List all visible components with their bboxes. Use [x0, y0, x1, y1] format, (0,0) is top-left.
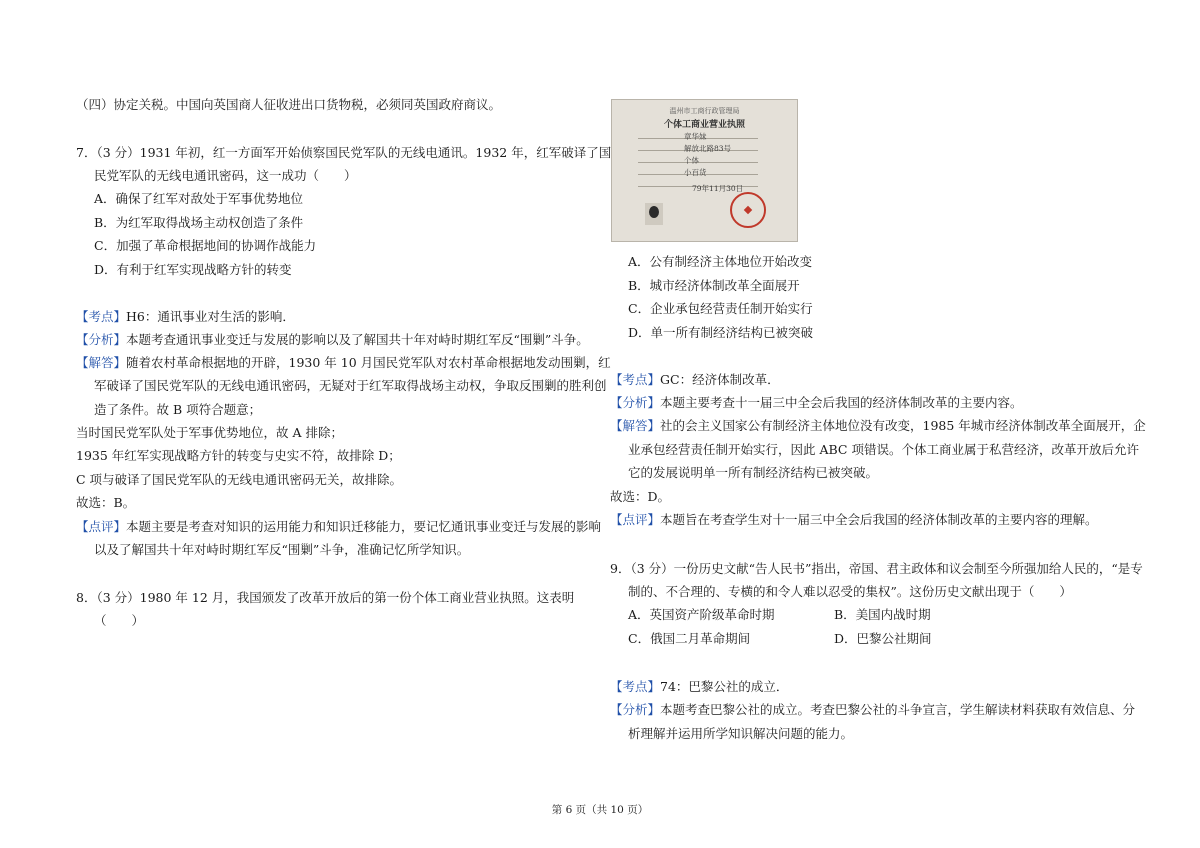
seal-star-icon: [744, 206, 752, 214]
license-name: 章华妹: [684, 132, 707, 141]
fenxi-tag: 【分析】: [76, 332, 127, 347]
q7-jieda: [76, 354, 611, 372]
q7-option-c: C．加强了革命根据地间的协调作战能力: [94, 238, 317, 253]
q9-option-a: A．英国资产阶级革命时期: [628, 607, 775, 622]
license-type: 个体: [684, 156, 699, 165]
q8-option-a: A．公有制经济主体地位开始改变: [628, 254, 813, 269]
q8-option-b: B．城市经济体制改革全面展开: [628, 278, 800, 293]
fenxi-text: 本题主要考查十一届三中全会后我国的经济体制改革的主要内容。: [660, 395, 1023, 410]
license-address: 解放北路83号: [684, 144, 732, 153]
q7-jieda-line3: 造了条件。故 B 项符合题意；: [94, 402, 262, 417]
q8-answer: 故选：D。: [610, 489, 671, 504]
license-title: 个体工商业营业执照: [663, 120, 745, 130]
q8-option-d: D．单一所有制经济结构已被突破: [628, 325, 814, 340]
q9-option-d: D．巴黎公社期间: [834, 631, 932, 646]
q7-answer: 故选：B。: [76, 495, 136, 510]
q9-stem-cont: 制的、不合理的、专横的和令人难以忍受的集权”。这份历史文献出现于（ ）: [628, 584, 1072, 599]
q9-option-c: C．俄国二月革命期间: [628, 631, 751, 646]
fenxi-text: 本题考查通讯事业变迁与发展的影响以及了解国共十年对峙时期红军反“围剿”斗争。: [126, 332, 589, 347]
page-footer: 第 6 页（共 10 页）: [551, 804, 649, 816]
kaodian-tag: 【考点】: [610, 679, 661, 694]
q7-option-d: D．有利于红军实现战略方针的转变: [94, 262, 292, 277]
dianping-text: 本题主要是考查对知识的运用能力和知识迁移能力，要记忆通讯事业变迁与发展的影响: [126, 519, 602, 534]
license-photo: [645, 203, 663, 225]
q8-option-c: C．企业承包经营责任制开始实行: [628, 301, 813, 316]
portrait-icon: [649, 206, 659, 218]
q8-dianping: [610, 511, 1098, 529]
q9-kaodian: [610, 678, 788, 696]
q7-jieda-line6: C 项与破译了国民党军队的无线电通讯密码无关，故排除。: [76, 472, 403, 487]
q7-option-b: B．为红军取得战场主动权创造了条件: [94, 215, 304, 230]
kaodian-text: GC：经济体制改革．: [660, 372, 780, 387]
q8-stem-cont: （ ）: [94, 613, 145, 628]
kaodian-text: H6：通讯事业对生活的影响．: [126, 309, 295, 324]
q7-jieda-line2: 军破译了国民党军队的无线电通讯密码，无疑对于红军取得战场主动权，争取反围剿的胜利创: [94, 378, 607, 393]
q8-fenxi: [610, 394, 1023, 412]
q7-option-a: A．确保了红军对敌处于军事优势地位: [94, 191, 304, 206]
dianping-text: 本题旨在考查学生对十一届三中全会后我国的经济体制改革的主要内容的理解。: [660, 512, 1098, 527]
fenxi-tag: 【分析】: [610, 702, 661, 717]
q7-fenxi: [76, 331, 589, 349]
q8-jieda: [610, 417, 1146, 435]
jieda-tag: 【解答】: [76, 355, 127, 370]
license-issuer: 温州市工商行政管理局: [669, 107, 740, 115]
q7-kaodian: [76, 308, 295, 326]
fenxi-tag: 【分析】: [610, 395, 661, 410]
q9-option-b: B．美国内战时期: [834, 607, 931, 622]
q7-stem-cont: 民党军队的无线电通讯密码，这一成功（ ）: [94, 168, 357, 183]
q8-kaodian: [610, 371, 780, 389]
dianping-tag: 【点评】: [610, 512, 661, 527]
red-seal-icon: [730, 192, 766, 228]
q7-jieda-line4: 当时国民党军队处于军事优势地位，故 A 排除；: [76, 425, 343, 440]
q9-fenxi-line2: 析理解并运用所学知识解决问题的能力。: [628, 726, 854, 741]
license-goods: 小百货: [684, 168, 707, 177]
dianping-tag: 【点评】: [76, 519, 127, 534]
jieda-text: 社的会主义国家公有制经济主体地位没有改变，1985 年城市经济体制改革全面展开，企: [660, 418, 1146, 433]
kaodian-tag: 【考点】: [610, 372, 661, 387]
license-date: 79年11月30日: [692, 184, 744, 193]
kaodian-tag: 【考点】: [76, 309, 127, 324]
kaodian-text: 74：巴黎公社的成立．: [660, 679, 789, 694]
business-license-image: [611, 99, 798, 242]
q9-fenxi: [610, 701, 1135, 719]
q7-dianping: [76, 518, 601, 536]
q7-stem: 7．（3 分）1931 年初，红一方面军开始侦察国民党军队的无线电通讯。1932 年，红军破译了国: [76, 145, 612, 160]
q8-jieda-line2: 业承包经营责任制开始实行，因此 ABC 项错误。个体工商业属于私营经济，改革开放后允许: [628, 442, 1139, 457]
jieda-text: 随着农村革命根据地的开辟，1930 年 10 月国民党军队对农村革命根据地发动围剿，红: [126, 355, 611, 370]
jieda-tag: 【解答】: [610, 418, 661, 433]
q7-jieda-line5: 1935 年红军实现战略方针的转变与史实不符，故排除 D；: [76, 448, 401, 463]
q6-option-4: （四）协定关税。中国向英国商人征收进出口货物税，必须同英国政府商议。: [76, 97, 502, 112]
q9-stem: 9．（3 分）一份历史文献“告人民书”指出，帝国、君主政体和议会制至今所强加给人民的，“是专: [610, 561, 1143, 576]
q8-jieda-line3: 它的发展说明单一所有制经济结构已被突破。: [628, 465, 879, 480]
q7-dianping-line2: 以及了解国共十年对峙时期红军反“围剿”斗争，准确记忆所学知识。: [94, 542, 470, 557]
q8-stem: 8．（3 分）1980 年 12 月，我国颁发了改革开放后的第一份个体工商业营业执照。这表明: [76, 590, 575, 605]
fenxi-text: 本题考查巴黎公社的成立。考查巴黎公社的斗争宣言，学生解读材料获取有效信息、分: [660, 702, 1136, 717]
